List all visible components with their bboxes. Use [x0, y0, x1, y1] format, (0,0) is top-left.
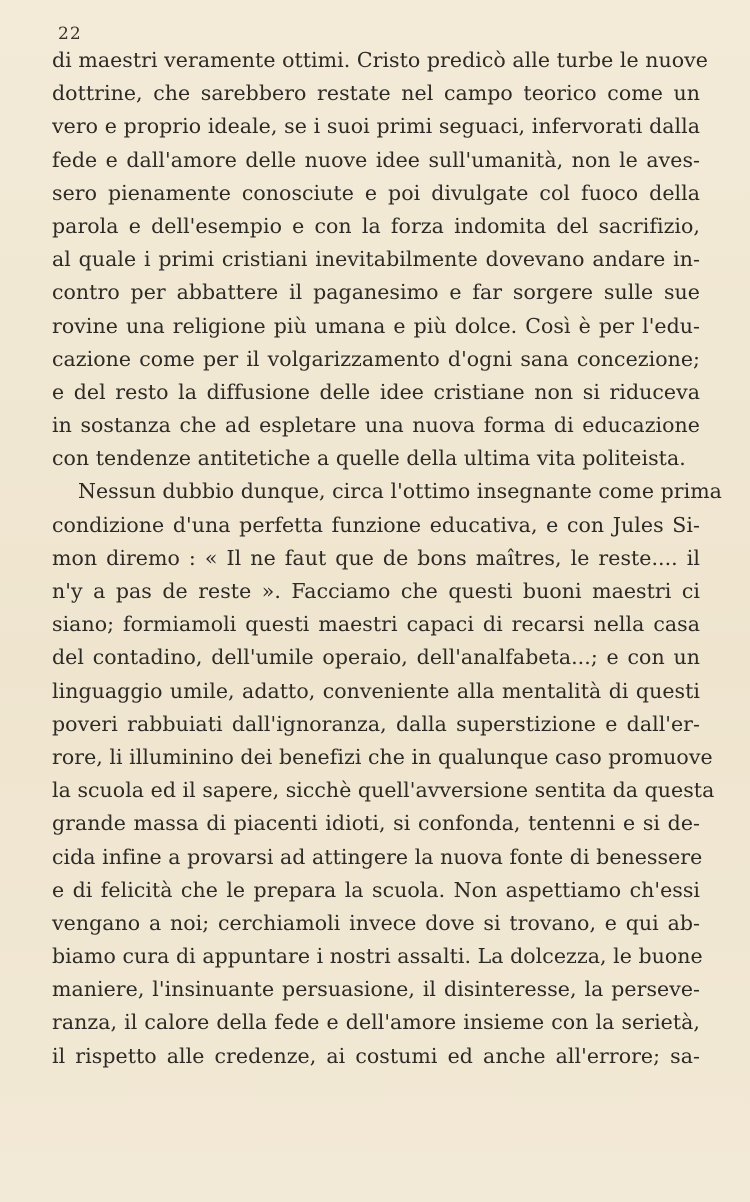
text-line: ranza, il calore della fede e dell'amore insieme con la serietà,: [52, 1010, 700, 1035]
text-line: biamo cura di appuntare i nostri assalti. La dolcezza, le buone: [52, 944, 703, 969]
text-line: e di felicità che le prepara la scuola. Non aspettiamo ch'essi: [52, 877, 700, 902]
text-line: fede e dall'amore delle nuove idee sull'umanità, non le aves-: [52, 147, 700, 172]
text-line: sero pienamente conosciute e poi divulgate col fuoco della: [52, 180, 700, 205]
text-line: vengano a noi; cerchiamoli invece dove si trovano, e qui ab-: [52, 910, 700, 935]
text-line: la scuola ed il sapere, sicchè quell'avversione sentita da questa: [52, 778, 715, 803]
text-line: di maestri veramente ottimi. Cristo predicò alle turbe le nuove: [52, 48, 708, 72]
text-line: siano; formiamoli questi maestri capaci di recarsi nella casa: [52, 612, 700, 637]
text-line: parola e dell'esempio e con la forza indomita del sacrifizio,: [52, 213, 700, 238]
text-line: Nessun dubbio dunque, circa l'ottimo insegnante come prima: [78, 479, 722, 504]
text-line: con tendenze antitetiche a quelle della ultima vita politeista.: [52, 446, 686, 471]
text-line: n'y a pas de reste ». Facciamo che questi buoni maestri ci: [52, 579, 700, 603]
text-line: cida infine a provarsi ad attingere la nuova fonte di benessere: [52, 844, 703, 869]
text-line: vero e proprio ideale, se i suoi primi seguaci, infervorati dalla: [52, 114, 700, 139]
text-line: poveri rabbuiati dall'ignoranza, dalla superstizione e dall'er-: [52, 711, 700, 736]
text-line: maniere, l'insinuante persuasione, il disinteresse, la perseve-: [52, 977, 700, 1002]
page-number: 22: [58, 24, 82, 44]
text-line: del contadino, dell'umile operaio, dell'analfabeta...; e con un: [52, 645, 700, 670]
text-line: il rispetto alle credenze, ai costumi ed anche all'errore; sa-: [52, 1043, 700, 1068]
text-line: grande massa di piacenti idioti, si confonda, tentenni e si de-: [52, 811, 700, 836]
text-line: in sostanza che ad espletare una nuova forma di educazione: [52, 413, 700, 438]
text-line: condizione d'una perfetta funzione educativa, e con Jules Si-: [52, 512, 700, 537]
body-text: [52, 44, 722, 1073]
text-line: contro per abbattere il paganesimo e far sorgere sulle sue: [52, 280, 700, 305]
text-line: e del resto la diffusione delle idee cristiane non si riduceva: [52, 379, 700, 404]
text-line: al quale i primi cristiani inevitabilmente dovevano andare in-: [52, 247, 700, 272]
text-line: linguaggio umile, adatto, conveniente alla mentalità di questi: [52, 678, 700, 703]
text-line: cazione come per il volgarizzamento d'ogni sana concezione;: [52, 346, 700, 371]
text-line: dottrine, che sarebbero restate nel campo teorico come un: [52, 81, 700, 106]
text-line: mon diremo : « Il ne faut que de bons maîtres, le reste.... il: [52, 545, 700, 570]
text-line: rore, li illuminino dei benefizi che in qualunque caso promuove: [52, 744, 713, 769]
text-line: rovine una religione più umana e più dolce. Così è per l'edu-: [52, 313, 700, 338]
